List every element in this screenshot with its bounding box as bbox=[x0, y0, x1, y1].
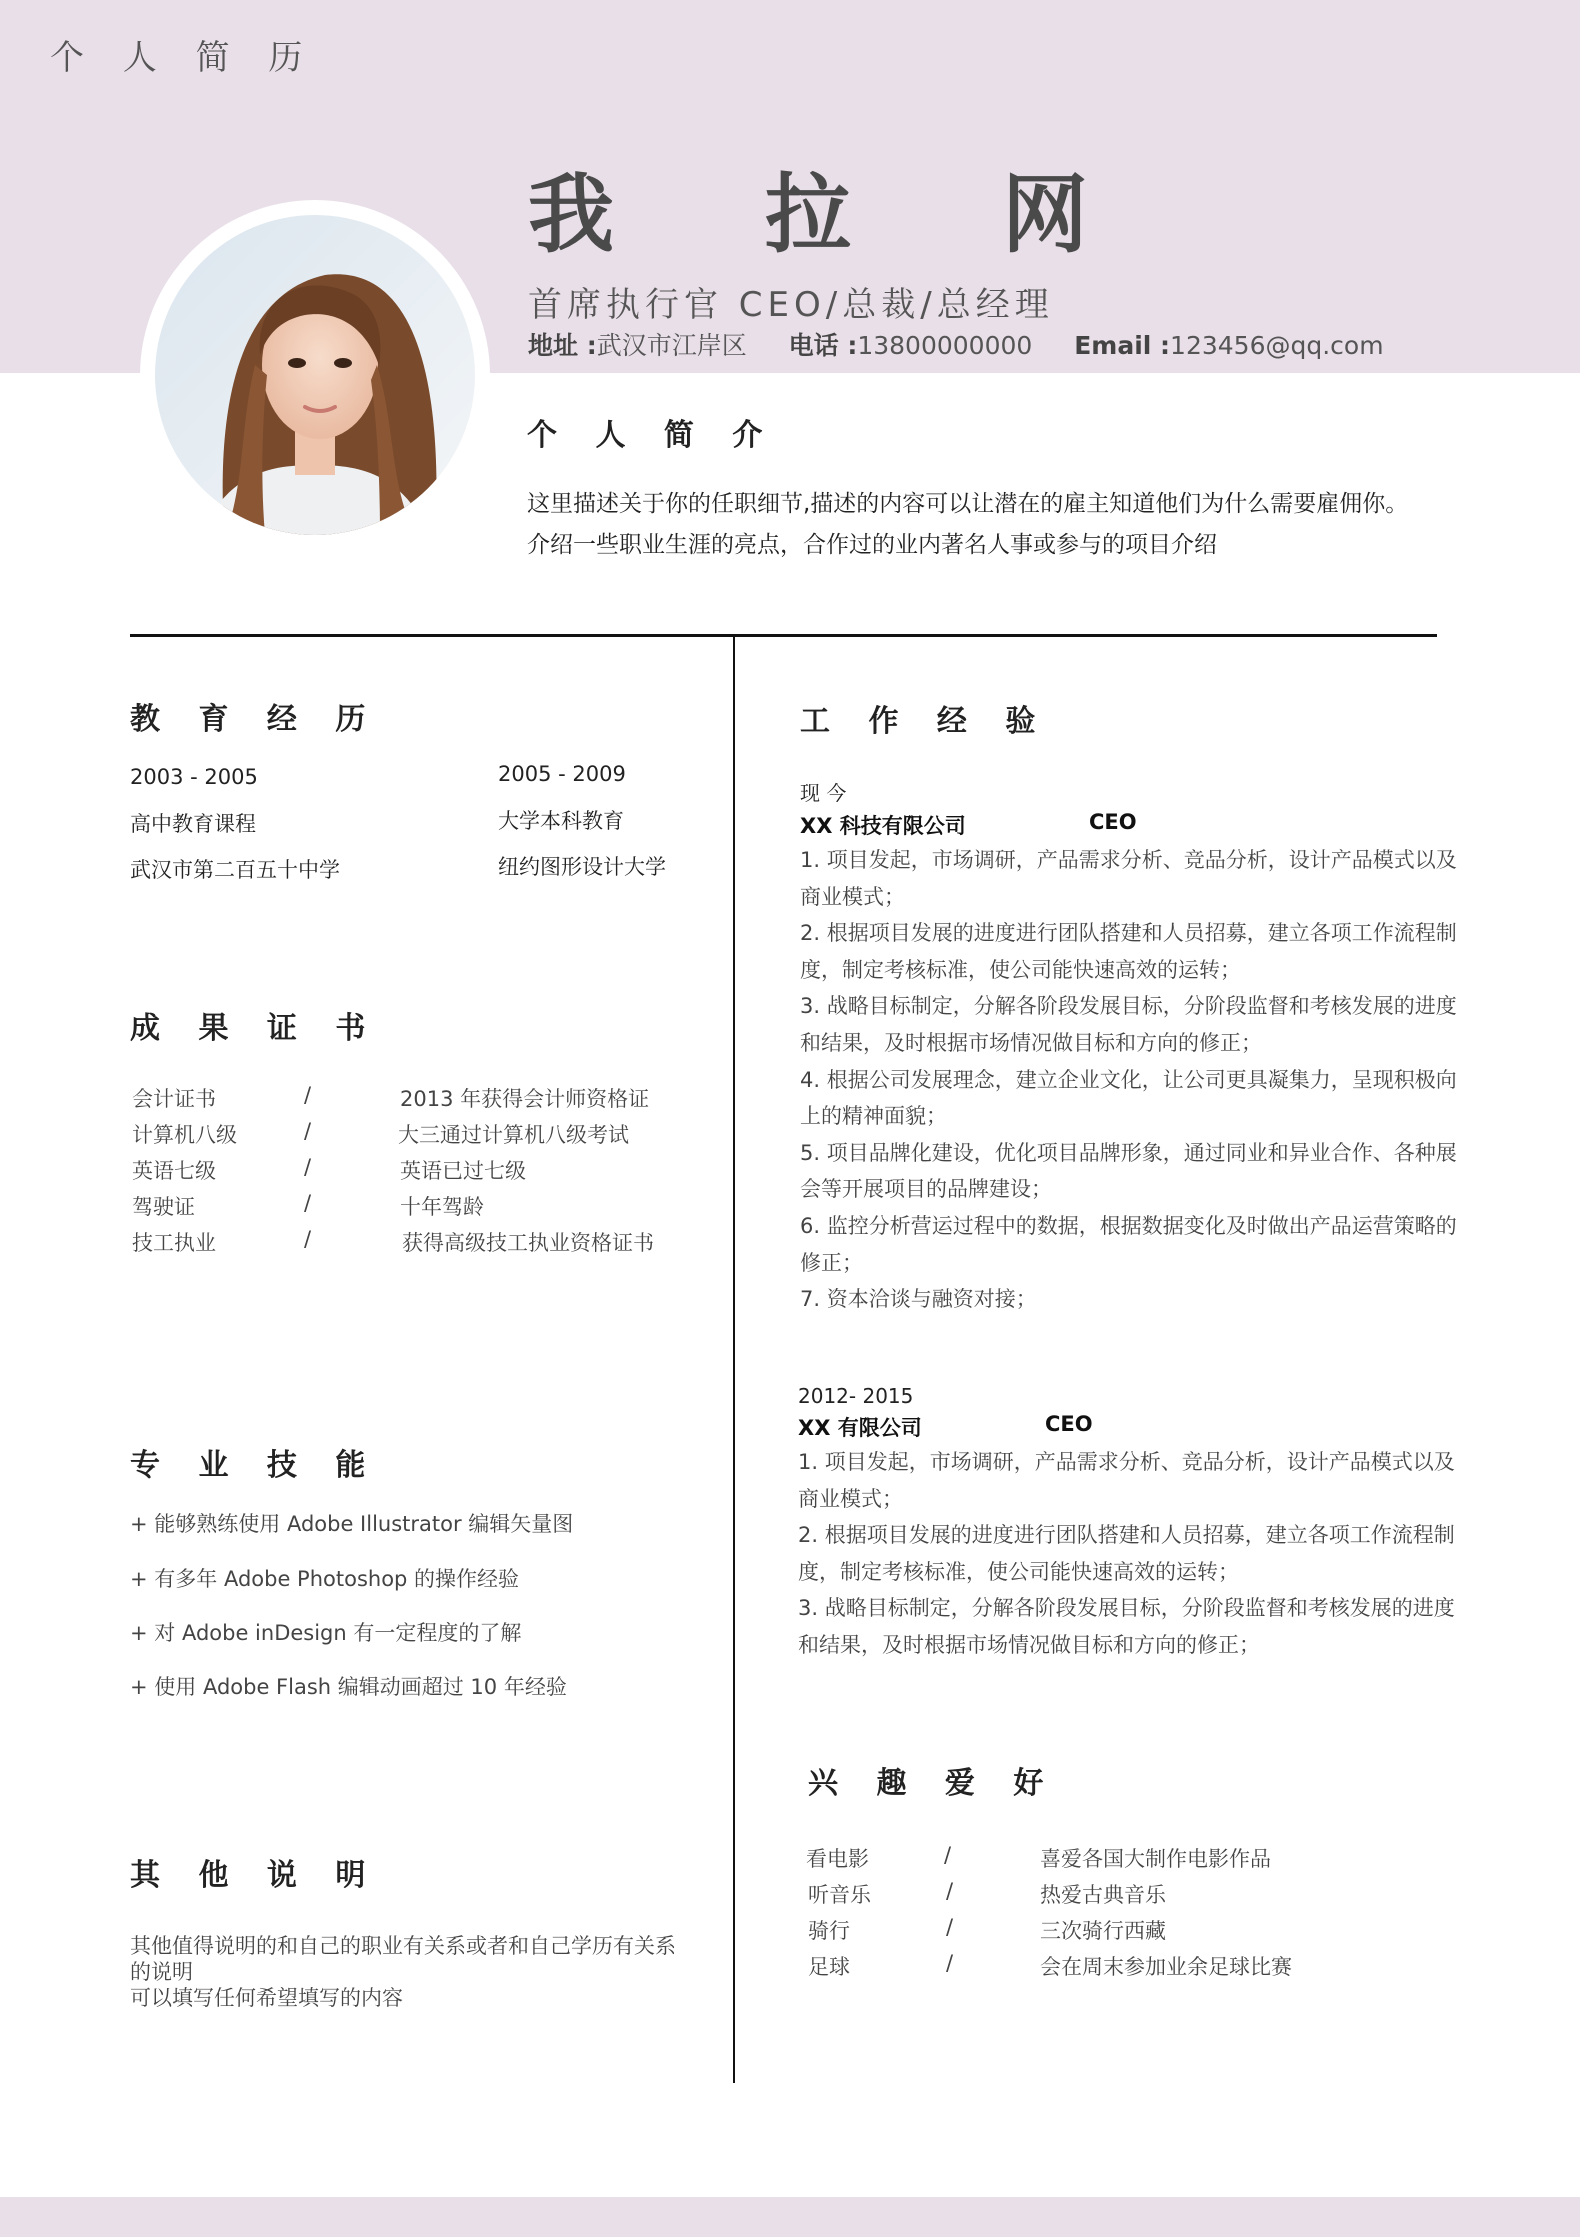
education-period: 2003 - 2005 bbox=[130, 765, 258, 789]
job-role: CEO bbox=[1045, 1412, 1093, 1436]
certificate-desc: 大三通过计算机八级考试 bbox=[398, 1123, 629, 1147]
skill-item: + 使用 Adobe Flash 编辑动画超过 10 年经验 bbox=[130, 1675, 567, 1699]
education-title: 教 育 经 历 bbox=[130, 702, 380, 737]
other-text bbox=[130, 1933, 690, 2011]
skill-item: + 能够熟练使用 Adobe Illustrator 编辑矢量图 bbox=[130, 1512, 574, 1536]
phone-value: 13800000000 bbox=[857, 331, 1033, 360]
job-entry bbox=[798, 1384, 1470, 1664]
hobby-name: 足球 bbox=[808, 1955, 850, 1979]
job-duties bbox=[800, 842, 1470, 1318]
intro-text: 这里描述关于你的任职细节,描述的内容可以让潜在的雇主知道他们为什么需要雇佣你。介绍一些职业生涯的亮点，合作过的业内著名人事或参与的项目介绍 bbox=[527, 491, 1409, 558]
hobby-name: 看电影 bbox=[806, 1847, 869, 1871]
skills-title: 专 业 技 能 bbox=[130, 1448, 380, 1483]
job-duty: 3. 战略目标制定，分解各阶段发展目标，分阶段监督和考核发展的进度和结果，及时根据市场情况做目标和方向的修正； bbox=[800, 994, 1457, 1055]
job-period: 现 今 bbox=[800, 781, 847, 805]
address-value: 武汉市江岸区 bbox=[596, 331, 747, 360]
job-duty: 6. 监控分析营运过程中的数据，根据数据变化及时做出产品运营策略的修正； bbox=[800, 1213, 1457, 1275]
address-label: 地址 : bbox=[528, 331, 597, 360]
person-name bbox=[528, 145, 1088, 269]
certificates-title: 成 果 证 书 bbox=[130, 1011, 380, 1046]
contact-line bbox=[528, 326, 1384, 362]
separator: / bbox=[946, 1951, 954, 1975]
other-title: 其 他 说 明 bbox=[130, 1858, 380, 1893]
certificate-desc: 2013 年获得会计师资格证 bbox=[400, 1087, 650, 1111]
certificate-name: 技工执业 bbox=[132, 1231, 216, 1255]
document-label: 个 人 简 历 bbox=[50, 38, 317, 78]
skills-list bbox=[130, 1508, 710, 1698]
separator: / bbox=[304, 1191, 312, 1215]
job-duty: 7. 资本洽谈与融资对接； bbox=[800, 1287, 1037, 1312]
job-company: XX 科技有限公司 bbox=[800, 814, 966, 838]
hobby-desc: 会在周末参加业余足球比赛 bbox=[1040, 1955, 1292, 1979]
vertical-divider bbox=[733, 636, 735, 2083]
job-duty: 2. 根据项目发展的进度进行团队搭建和人员招募，建立各项工作流程制度，制定考核标准，使公司能快速高效的运转； bbox=[798, 1523, 1455, 1584]
hobbies-title: 兴 趣 爱 好 bbox=[808, 1766, 1058, 1801]
education-school: 武汉市第二百五十中学 bbox=[130, 858, 340, 882]
name-char: 网 bbox=[1002, 165, 1088, 265]
education-degree: 高中教育课程 bbox=[130, 812, 256, 836]
separator: / bbox=[304, 1227, 312, 1251]
phone-label: 电话 : bbox=[788, 331, 858, 360]
certificate-desc: 英语已过七级 bbox=[400, 1159, 526, 1183]
certificates-table bbox=[132, 1083, 712, 1263]
footer-band bbox=[0, 2197, 1580, 2237]
job-role: CEO bbox=[1089, 810, 1137, 834]
job-company-line bbox=[800, 810, 1470, 842]
education-school: 纽约图形设计大学 bbox=[498, 855, 666, 879]
certificate-desc: 十年驾龄 bbox=[400, 1195, 484, 1219]
certificate-name: 驾驶证 bbox=[132, 1195, 195, 1219]
hobbies-table bbox=[806, 1843, 1446, 1993]
job-duty: 1. 项目发起，市场调研，产品需求分析、竞品分析，设计产品模式以及商业模式； bbox=[800, 848, 1457, 909]
hobby-name: 骑行 bbox=[808, 1919, 850, 1943]
education-period: 2005 - 2009 bbox=[498, 762, 626, 786]
intro-title: 个 人 简 介 bbox=[527, 418, 777, 453]
email-label: Email : bbox=[1074, 331, 1171, 360]
job-entry bbox=[800, 777, 1470, 1318]
job-title: 首席执行官 CEO/总裁/总经理 bbox=[528, 285, 1054, 325]
separator: / bbox=[304, 1155, 312, 1179]
avatar bbox=[155, 215, 475, 535]
education-entry bbox=[498, 762, 718, 882]
separator: / bbox=[946, 1915, 954, 1939]
education-entry bbox=[130, 765, 430, 885]
separator: / bbox=[304, 1119, 312, 1143]
job-duty: 4. 根据公司发展理念，建立企业文化，让公司更具凝集力，呈现积极向上的精神面貌； bbox=[800, 1067, 1457, 1129]
certificate-name: 会计证书 bbox=[132, 1087, 216, 1111]
separator: / bbox=[304, 1083, 312, 1107]
name-char: 拉 bbox=[765, 165, 851, 265]
email-value: 123456@qq.com bbox=[1170, 331, 1384, 360]
certificate-name: 计算机八级 bbox=[132, 1123, 237, 1147]
certificate-desc: 获得高级技工执业资格证书 bbox=[402, 1231, 654, 1255]
hobby-desc: 热爱古典音乐 bbox=[1040, 1883, 1166, 1907]
other-line: 其他值得说明的和自己的职业有关系或者和自己学历有关系的说明 bbox=[130, 1934, 676, 1984]
separator: / bbox=[946, 1879, 954, 1903]
job-duty: 2. 根据项目发展的进度进行团队搭建和人员招募，建立各项工作流程制度，制定考核标准，使公司能快速高效的运转； bbox=[800, 921, 1457, 982]
work-title: 工 作 经 验 bbox=[800, 704, 1050, 739]
hobby-desc: 喜爱各国大制作电影作品 bbox=[1040, 1847, 1271, 1871]
skill-item: + 对 Adobe inDesign 有一定程度的了解 bbox=[130, 1621, 522, 1645]
job-duty: 1. 项目发起，市场调研，产品需求分析、竞品分析，设计产品模式以及商业模式； bbox=[798, 1450, 1455, 1511]
certificate-name: 英语七级 bbox=[132, 1159, 216, 1183]
job-period: 2012- 2015 bbox=[798, 1384, 914, 1408]
name-char: 我 bbox=[528, 165, 614, 265]
job-duties bbox=[798, 1444, 1470, 1664]
other-line: 可以填写任何希望填写的内容 bbox=[130, 1986, 403, 2010]
portrait-photo bbox=[155, 215, 475, 535]
horizontal-divider bbox=[130, 634, 1437, 637]
job-company-line bbox=[798, 1412, 1470, 1444]
hobby-name: 听音乐 bbox=[808, 1883, 871, 1907]
job-duty: 3. 战略目标制定，分解各阶段发展目标，分阶段监督和考核发展的进度和结果，及时根据市场情况做目标和方向的修正； bbox=[798, 1596, 1455, 1657]
education-degree: 大学本科教育 bbox=[498, 809, 624, 833]
skill-item: + 有多年 Adobe Photoshop 的操作经验 bbox=[130, 1567, 520, 1591]
job-duty: 5. 项目品牌化建设，优化项目品牌形象，通过同业和异业合作、各种展会等开展项目的品牌建设； bbox=[800, 1140, 1457, 1202]
separator: / bbox=[944, 1843, 952, 1867]
job-company: XX 有限公司 bbox=[798, 1416, 922, 1440]
hobby-desc: 三次骑行西藏 bbox=[1040, 1919, 1166, 1943]
